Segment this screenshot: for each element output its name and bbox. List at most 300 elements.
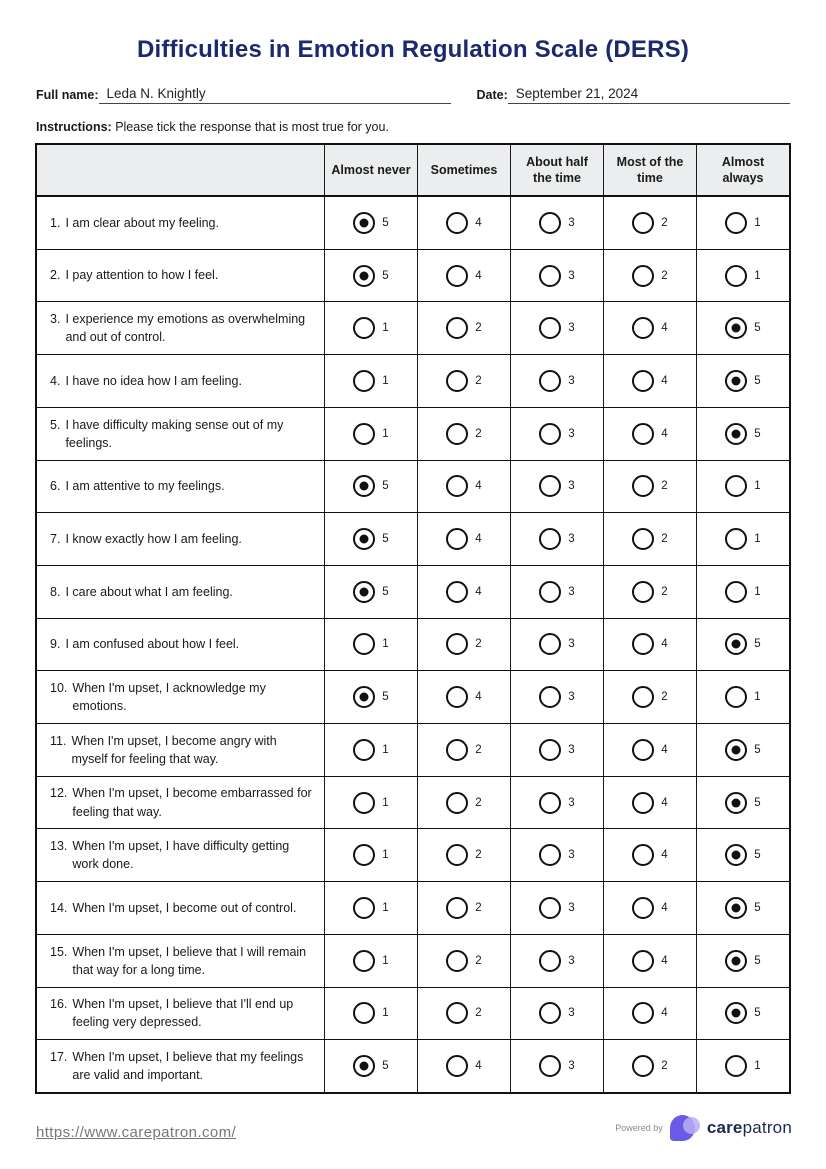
option-cell[interactable] — [603, 461, 696, 513]
option-value: 4 — [661, 796, 668, 809]
question-row — [37, 302, 789, 355]
option-value: 2 — [661, 1060, 668, 1073]
radio-icon[interactable] — [446, 1055, 468, 1077]
page-title: Difficulties in Emotion Regulation Scale (DERS) — [136, 36, 690, 63]
option-cell[interactable] — [696, 671, 789, 723]
radio-icon[interactable] — [632, 844, 654, 866]
radio-selected-icon[interactable] — [353, 265, 375, 287]
table-header-row — [37, 145, 789, 197]
radio-icon[interactable] — [632, 581, 654, 603]
radio-selected-icon[interactable] — [725, 897, 747, 919]
question-text: I know exactly how I am feeling. — [65, 532, 242, 546]
option-value: 5 — [754, 796, 761, 809]
radio-icon[interactable] — [446, 739, 468, 761]
option-cell[interactable] — [510, 461, 603, 513]
column-header-label: Sometimes — [430, 162, 498, 177]
question-row — [37, 408, 789, 461]
option-value: 3 — [568, 533, 575, 546]
option-value: 3 — [568, 427, 575, 440]
radio-selected-icon[interactable] — [725, 739, 747, 761]
question-cell — [37, 829, 324, 881]
option-cell[interactable] — [510, 513, 603, 565]
option-value: 4 — [475, 216, 482, 229]
question-cell — [37, 461, 324, 513]
option-cell[interactable] — [324, 724, 417, 776]
radio-icon[interactable] — [539, 475, 561, 497]
radio-selected-icon[interactable] — [725, 950, 747, 972]
radio-icon[interactable] — [446, 423, 468, 445]
option-value: 5 — [754, 374, 761, 387]
radio-icon[interactable] — [725, 265, 747, 287]
radio-icon[interactable] — [446, 370, 468, 392]
option-cell[interactable] — [324, 408, 417, 460]
radio-selected-icon[interactable] — [725, 844, 747, 866]
option-value: 5 — [382, 533, 389, 546]
question-cell — [37, 197, 324, 249]
radio-icon[interactable] — [353, 844, 375, 866]
full-name-label: Full name: — [36, 88, 99, 102]
option-value: 4 — [661, 849, 668, 862]
option-value: 1 — [754, 691, 761, 704]
option-cell[interactable] — [510, 197, 603, 249]
radio-icon[interactable] — [539, 792, 561, 814]
option-cell[interactable] — [603, 882, 696, 934]
radio-icon[interactable] — [632, 633, 654, 655]
radio-icon[interactable] — [353, 633, 375, 655]
radio-selected-icon[interactable] — [725, 423, 747, 445]
option-cell[interactable] — [696, 513, 789, 565]
radio-icon[interactable] — [539, 212, 561, 234]
radio-icon[interactable] — [632, 1055, 654, 1077]
option-cell[interactable] — [324, 882, 417, 934]
radio-icon[interactable] — [353, 423, 375, 445]
option-cell[interactable] — [696, 619, 789, 671]
option-cell[interactable] — [696, 882, 789, 934]
option-value: 5 — [754, 901, 761, 914]
option-value: 1 — [754, 1060, 761, 1073]
date-field[interactable]: September 21, 2024 — [508, 86, 790, 104]
option-cell[interactable] — [696, 197, 789, 249]
option-value: 5 — [382, 480, 389, 493]
radio-icon[interactable] — [725, 581, 747, 603]
radio-icon[interactable] — [539, 423, 561, 445]
radio-selected-icon[interactable] — [725, 317, 747, 339]
question-number: 9. — [50, 637, 61, 652]
instructions-text: Please tick the response that is most true for you. — [115, 120, 389, 134]
option-value: 3 — [568, 216, 575, 229]
option-cell[interactable] — [417, 355, 510, 407]
option-value: 2 — [661, 480, 668, 493]
full-name-field[interactable]: Leda N. Knightly — [99, 86, 451, 104]
carepatron-link[interactable]: https://www.carepatron.com/ — [36, 1124, 237, 1141]
radio-icon[interactable] — [632, 950, 654, 972]
option-value: 1 — [382, 954, 389, 967]
radio-icon[interactable] — [632, 792, 654, 814]
option-cell[interactable] — [510, 777, 603, 829]
column-header-4 — [603, 145, 696, 195]
option-value: 4 — [661, 638, 668, 651]
question-text: When I'm upset, I believe that I'll end up feeling very depressed. — [72, 997, 294, 1030]
question-row — [37, 671, 789, 724]
column-header-3 — [510, 145, 603, 195]
option-value: 3 — [568, 585, 575, 598]
option-value: 1 — [382, 322, 389, 335]
radio-icon[interactable] — [725, 528, 747, 550]
radio-icon[interactable] — [725, 212, 747, 234]
radio-icon[interactable] — [353, 792, 375, 814]
option-value: 2 — [475, 849, 482, 862]
option-value: 1 — [382, 1007, 389, 1020]
option-cell[interactable] — [510, 1040, 603, 1092]
logo-circle-shape — [683, 1117, 700, 1134]
option-cell[interactable] — [417, 882, 510, 934]
column-header-label: About half the time — [526, 154, 588, 185]
column-header-1 — [324, 145, 417, 195]
powered-by-block — [615, 1113, 792, 1143]
option-value: 2 — [475, 901, 482, 914]
question-row — [37, 724, 789, 777]
option-cell[interactable] — [417, 935, 510, 987]
option-value: 1 — [754, 533, 761, 546]
option-cell[interactable] — [324, 671, 417, 723]
radio-icon[interactable] — [446, 844, 468, 866]
name-date-row — [36, 86, 790, 104]
radio-icon[interactable] — [632, 475, 654, 497]
question-text: I am confused about how I feel. — [65, 637, 240, 652]
option-value: 3 — [568, 480, 575, 493]
option-value: 1 — [754, 269, 761, 282]
radio-icon[interactable] — [446, 528, 468, 550]
option-value: 4 — [475, 269, 482, 282]
radio-icon[interactable] — [539, 1002, 561, 1024]
option-cell[interactable] — [510, 566, 603, 618]
option-cell[interactable] — [603, 408, 696, 460]
option-value: 2 — [661, 533, 668, 546]
radio-icon[interactable] — [539, 844, 561, 866]
radio-icon[interactable] — [539, 581, 561, 603]
option-cell[interactable] — [417, 302, 510, 354]
option-cell[interactable] — [417, 724, 510, 776]
option-value: 5 — [754, 743, 761, 756]
radio-icon[interactable] — [539, 528, 561, 550]
radio-selected-icon[interactable] — [353, 212, 375, 234]
option-cell[interactable] — [603, 250, 696, 302]
option-cell[interactable] — [510, 935, 603, 987]
option-value: 2 — [661, 691, 668, 704]
brand-regular-text: patron — [742, 1118, 792, 1137]
question-cell — [37, 1040, 324, 1092]
option-value: 2 — [475, 427, 482, 440]
option-cell[interactable] — [417, 988, 510, 1040]
option-cell[interactable] — [324, 461, 417, 513]
option-cell[interactable] — [417, 408, 510, 460]
question-cell — [37, 355, 324, 407]
radio-icon[interactable] — [725, 686, 747, 708]
option-cell[interactable] — [510, 250, 603, 302]
option-value: 4 — [475, 480, 482, 493]
radio-icon[interactable] — [539, 633, 561, 655]
option-value: 4 — [661, 901, 668, 914]
question-number: 10. — [50, 681, 68, 696]
radio-icon[interactable] — [446, 950, 468, 972]
option-value: 3 — [568, 374, 575, 387]
question-cell — [37, 619, 324, 671]
question-cell — [37, 935, 324, 987]
radio-icon[interactable] — [539, 739, 561, 761]
radio-icon[interactable] — [539, 317, 561, 339]
option-value: 1 — [382, 374, 389, 387]
column-header-label: Most of the time — [616, 154, 684, 185]
option-cell[interactable] — [696, 1040, 789, 1092]
option-cell[interactable] — [603, 197, 696, 249]
option-value: 3 — [568, 269, 575, 282]
question-text: I care about what I am feeling. — [65, 584, 233, 599]
radio-selected-icon[interactable] — [353, 475, 375, 497]
option-value: 2 — [475, 374, 482, 387]
option-cell[interactable] — [324, 1040, 417, 1092]
option-cell[interactable] — [417, 250, 510, 302]
question-cell — [37, 882, 324, 934]
question-cell — [37, 250, 324, 302]
option-cell[interactable] — [603, 724, 696, 776]
radio-selected-icon[interactable] — [725, 792, 747, 814]
option-cell[interactable] — [696, 461, 789, 513]
option-cell[interactable] — [324, 355, 417, 407]
option-cell[interactable] — [696, 250, 789, 302]
option-cell[interactable] — [417, 777, 510, 829]
radio-icon[interactable] — [353, 317, 375, 339]
option-value: 3 — [568, 954, 575, 967]
option-value: 5 — [382, 269, 389, 282]
option-value: 2 — [661, 216, 668, 229]
option-value: 4 — [661, 1007, 668, 1020]
option-cell[interactable] — [417, 197, 510, 249]
option-value: 5 — [754, 1007, 761, 1020]
radio-icon[interactable] — [446, 475, 468, 497]
radio-icon[interactable] — [353, 897, 375, 919]
radio-icon[interactable] — [446, 1002, 468, 1024]
option-cell[interactable] — [417, 671, 510, 723]
instructions-label: Instructions: — [36, 120, 112, 134]
radio-icon[interactable] — [446, 897, 468, 919]
option-cell[interactable] — [324, 619, 417, 671]
option-cell[interactable] — [603, 566, 696, 618]
question-row — [37, 777, 789, 830]
radio-selected-icon[interactable] — [353, 686, 375, 708]
option-value: 2 — [661, 585, 668, 598]
radio-icon[interactable] — [725, 1055, 747, 1077]
option-cell[interactable] — [696, 777, 789, 829]
option-value: 5 — [754, 322, 761, 335]
radio-icon[interactable] — [632, 897, 654, 919]
option-value: 5 — [382, 691, 389, 704]
radio-icon[interactable] — [632, 739, 654, 761]
radio-icon[interactable] — [446, 265, 468, 287]
option-cell[interactable] — [603, 777, 696, 829]
question-number: 13. — [50, 839, 68, 854]
question-number: 3. — [50, 312, 61, 327]
option-cell[interactable] — [510, 829, 603, 881]
radio-selected-icon[interactable] — [353, 1055, 375, 1077]
question-row — [37, 1040, 789, 1092]
radio-icon[interactable] — [539, 686, 561, 708]
option-cell[interactable] — [603, 988, 696, 1040]
option-cell[interactable] — [324, 513, 417, 565]
question-text: I have difficulty making sense out of my feelings. — [65, 417, 284, 450]
option-value: 2 — [475, 796, 482, 809]
option-cell[interactable] — [603, 302, 696, 354]
question-row — [37, 988, 789, 1041]
option-value: 5 — [754, 427, 761, 440]
question-text: I have no idea how I am feeling. — [65, 373, 242, 388]
radio-selected-icon[interactable] — [725, 1002, 747, 1024]
radio-icon[interactable] — [353, 1002, 375, 1024]
radio-selected-icon[interactable] — [725, 633, 747, 655]
option-cell[interactable] — [696, 355, 789, 407]
option-value: 3 — [568, 796, 575, 809]
radio-icon[interactable] — [353, 950, 375, 972]
radio-icon[interactable] — [353, 370, 375, 392]
option-cell[interactable] — [603, 1040, 696, 1092]
radio-selected-icon[interactable] — [725, 370, 747, 392]
option-cell[interactable] — [696, 408, 789, 460]
option-value: 3 — [568, 691, 575, 704]
option-value: 2 — [475, 954, 482, 967]
radio-icon[interactable] — [632, 265, 654, 287]
option-cell[interactable] — [603, 619, 696, 671]
question-text: I am clear about my feeling. — [65, 215, 219, 230]
radio-icon[interactable] — [446, 633, 468, 655]
option-cell[interactable] — [510, 882, 603, 934]
option-cell[interactable] — [696, 829, 789, 881]
radio-icon[interactable] — [539, 265, 561, 287]
option-value: 2 — [475, 638, 482, 651]
option-value: 2 — [475, 1007, 482, 1020]
question-cell — [37, 724, 324, 776]
question-cell — [37, 566, 324, 618]
option-cell[interactable] — [696, 935, 789, 987]
option-cell[interactable] — [603, 671, 696, 723]
radio-icon[interactable] — [539, 1055, 561, 1077]
option-cell[interactable] — [510, 724, 603, 776]
question-row — [37, 197, 789, 250]
question-number: 17. — [50, 1049, 68, 1064]
radio-icon[interactable] — [632, 317, 654, 339]
question-number: 7. — [50, 532, 61, 546]
radio-icon[interactable] — [353, 739, 375, 761]
option-value: 1 — [754, 585, 761, 598]
radio-icon[interactable] — [446, 581, 468, 603]
option-cell[interactable] — [696, 988, 789, 1040]
option-cell[interactable] — [510, 302, 603, 354]
option-value: 1 — [754, 480, 761, 493]
option-value: 1 — [382, 743, 389, 756]
radio-icon[interactable] — [632, 423, 654, 445]
radio-icon[interactable] — [446, 212, 468, 234]
option-cell[interactable] — [603, 935, 696, 987]
radio-icon[interactable] — [632, 686, 654, 708]
radio-icon[interactable] — [539, 950, 561, 972]
option-cell[interactable] — [603, 513, 696, 565]
option-cell[interactable] — [603, 829, 696, 881]
option-value: 1 — [382, 796, 389, 809]
radio-icon[interactable] — [632, 528, 654, 550]
option-cell[interactable] — [417, 566, 510, 618]
radio-icon[interactable] — [632, 1002, 654, 1024]
radio-icon[interactable] — [539, 370, 561, 392]
question-text: When I'm upset, I become angry with myself for feeling that way. — [71, 733, 277, 766]
option-value: 2 — [475, 743, 482, 756]
option-value: 4 — [661, 374, 668, 387]
option-value: 3 — [568, 743, 575, 756]
carepatron-wordmark — [707, 1118, 792, 1138]
question-row — [37, 566, 789, 619]
option-cell[interactable] — [324, 829, 417, 881]
question-cell — [37, 408, 324, 460]
option-cell[interactable] — [696, 724, 789, 776]
question-row — [37, 829, 789, 882]
option-cell[interactable] — [417, 513, 510, 565]
option-value: 3 — [568, 1060, 575, 1073]
option-cell[interactable] — [324, 935, 417, 987]
option-cell[interactable] — [324, 302, 417, 354]
radio-icon[interactable] — [446, 792, 468, 814]
option-value: 1 — [382, 638, 389, 651]
radio-icon[interactable] — [446, 686, 468, 708]
option-value: 3 — [568, 901, 575, 914]
radio-selected-icon[interactable] — [353, 581, 375, 603]
column-header-5 — [696, 145, 789, 195]
radio-selected-icon[interactable] — [353, 528, 375, 550]
question-text: When I'm upset, I acknowledge my emotions. — [72, 681, 266, 714]
option-value: 5 — [754, 954, 761, 967]
radio-icon[interactable] — [539, 897, 561, 919]
radio-icon[interactable] — [725, 475, 747, 497]
question-number: 4. — [50, 373, 61, 388]
option-cell[interactable] — [324, 250, 417, 302]
option-value: 1 — [382, 427, 389, 440]
radio-icon[interactable] — [446, 317, 468, 339]
radio-icon[interactable] — [632, 370, 654, 392]
option-cell[interactable] — [510, 988, 603, 1040]
option-cell[interactable] — [324, 988, 417, 1040]
question-row — [37, 619, 789, 672]
option-cell[interactable] — [510, 355, 603, 407]
question-text: When I'm upset, I become out of control. — [72, 900, 297, 915]
option-cell[interactable] — [417, 619, 510, 671]
option-cell[interactable] — [324, 777, 417, 829]
option-value: 4 — [661, 427, 668, 440]
option-value: 3 — [568, 638, 575, 651]
option-cell[interactable] — [510, 671, 603, 723]
radio-icon[interactable] — [632, 212, 654, 234]
option-cell[interactable] — [510, 408, 603, 460]
option-cell[interactable] — [510, 619, 603, 671]
option-cell[interactable] — [417, 461, 510, 513]
question-number: 15. — [50, 944, 68, 959]
option-cell[interactable] — [417, 1040, 510, 1092]
option-value: 1 — [382, 901, 389, 914]
option-cell[interactable] — [696, 566, 789, 618]
option-cell[interactable] — [324, 566, 417, 618]
option-cell[interactable] — [696, 302, 789, 354]
question-number: 11. — [50, 733, 67, 748]
question-number: 16. — [50, 997, 68, 1012]
option-cell[interactable] — [603, 355, 696, 407]
option-value: 4 — [475, 533, 482, 546]
option-cell[interactable] — [324, 197, 417, 249]
option-cell[interactable] — [417, 829, 510, 881]
